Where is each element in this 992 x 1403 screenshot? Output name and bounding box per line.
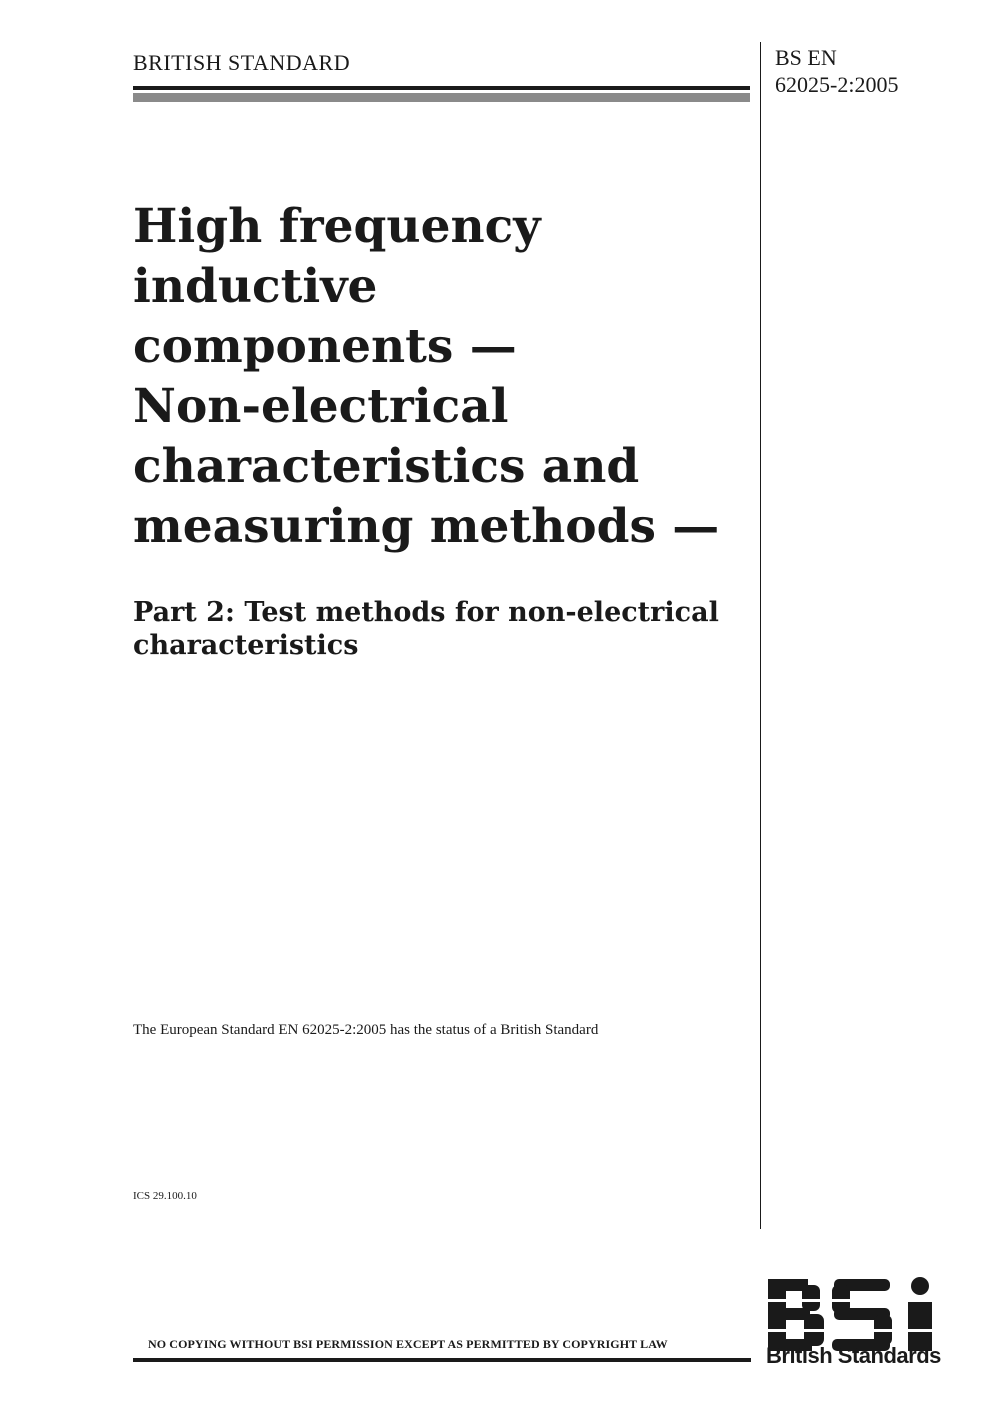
title-line: components —	[133, 319, 517, 374]
title-line: Non-electrical	[133, 379, 509, 434]
header-label: BRITISH STANDARD	[133, 50, 351, 75]
subtitle-line: Part 2: Test methods for non-electrical	[133, 597, 719, 628]
title-line: inductive	[133, 259, 378, 314]
standard-number-line-2: 62025-2:2005	[775, 72, 899, 97]
document-subtitle	[133, 596, 753, 662]
subtitle-line: characteristics	[133, 630, 359, 661]
title-line: characteristics and	[133, 439, 640, 494]
document-title	[133, 197, 753, 557]
header-rule-thick	[133, 86, 750, 90]
title-line: measuring methods —	[133, 499, 720, 554]
header-rule-grey	[133, 93, 750, 102]
copyright-notice: NO COPYING WITHOUT BSI PERMISSION EXCEPT AS PERMITTED BY COPYRIGHT LAW	[148, 1337, 668, 1351]
standard-number	[775, 44, 898, 98]
logo-text: British Standards	[766, 1343, 941, 1368]
title-line: High frequency	[133, 199, 541, 254]
footer-rule	[133, 1358, 751, 1362]
standard-number-line-1: BS EN	[775, 45, 837, 70]
status-statement: The European Standard EN 62025-2:2005 has the status of a British Standard	[133, 1022, 599, 1038]
vertical-divider	[760, 42, 761, 1229]
ics-code: ICS 29.100.10	[133, 1190, 197, 1202]
